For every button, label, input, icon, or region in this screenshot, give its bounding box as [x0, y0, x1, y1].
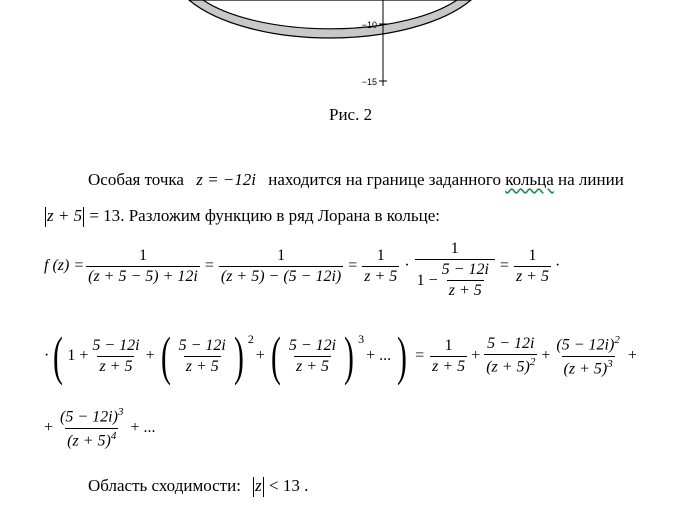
paren-open-t2: ( — [160, 326, 171, 386]
result-term-2-num: 5 − 12i — [487, 335, 535, 353]
fraction-5-den: z + 5 — [515, 267, 549, 285]
paren-close-big: ) — [397, 326, 408, 386]
plus-4: + — [541, 347, 551, 364]
math-abs-arg: z + 5 — [47, 206, 83, 225]
tail-term-num: $(5 - 12i)^3$ — [60, 406, 124, 426]
tick-label-minus10: −10 — [361, 20, 377, 30]
math-z: z — [255, 476, 262, 495]
series-term-1 — [90, 337, 141, 376]
series-term-1-num: 5 − 12i — [92, 336, 140, 354]
paragraph-line-2 — [44, 206, 440, 227]
plus-lead: + — [44, 419, 54, 436]
plus-1: + — [145, 347, 155, 364]
eq-sign-3: = — [499, 257, 509, 274]
math-lt-13: < 13 — [269, 476, 300, 495]
dot-2: · — [554, 257, 561, 274]
fraction-2 — [219, 247, 343, 286]
fraction-2-den: (z + 5) − (5 − 12i) — [220, 267, 342, 285]
series-term-2 — [177, 337, 228, 376]
result-term-3-den: $(z + 5)^3$ — [563, 357, 613, 377]
text-convergence: Область сходимости: — [88, 476, 241, 495]
result-term-1-den: z + 5 — [432, 357, 466, 375]
fraction-5 — [514, 247, 551, 286]
one-plus: 1 + — [67, 347, 89, 364]
text-on-line: на линии — [558, 170, 624, 189]
tick-label-minus15: −15 — [361, 77, 377, 87]
tail-term-den: $(z + 5)^4$ — [67, 429, 117, 449]
fraction-4-num: 1 — [450, 240, 459, 257]
exp-2: 2 — [247, 332, 254, 346]
series-term-3-num: 5 − 12i — [288, 336, 337, 354]
fraction-3 — [362, 247, 399, 286]
result-term-2-den: $(z + 5)^2$ — [486, 356, 536, 376]
tail-ellipsis: + ... — [130, 419, 156, 436]
period: . — [304, 476, 309, 495]
fraction-4-inner — [440, 261, 491, 300]
eq-sign-4: = — [415, 347, 425, 364]
formula-line-2 — [44, 326, 637, 386]
eq-sign-1: = — [204, 257, 214, 274]
figure-caption: Рис. 2 — [329, 105, 373, 124]
fraction-4-inner-den: z + 5 — [448, 282, 482, 299]
fraction-3-den: z + 5 — [364, 267, 398, 285]
series-term-3-den: z + 5 — [295, 357, 329, 375]
formula-line-1 — [44, 240, 560, 310]
result-term-3 — [554, 334, 621, 378]
text-singular-point: Особая точка — [88, 170, 184, 189]
math-point: z = −12i — [196, 170, 256, 189]
paren-close-t2: ) — [233, 326, 244, 386]
abs-bar-right — [83, 207, 84, 227]
math-eq-13: = 13 — [89, 206, 121, 225]
fraction-3-num: 1 — [376, 246, 385, 264]
formula-line-3 — [44, 400, 155, 456]
series-term-1-den: z + 5 — [99, 357, 133, 375]
abs-bar-right-2 — [263, 477, 264, 497]
series-term-2-num: 5 − 12i — [178, 336, 226, 354]
series-term-3 — [287, 337, 338, 376]
dot-lead: · — [44, 347, 50, 364]
result-term-1-num: 1 — [444, 336, 453, 354]
eq-sign-2: = — [348, 257, 358, 274]
exp-3: 3 — [358, 332, 365, 346]
plus-5: + — [627, 347, 637, 364]
fraction-1-den: (z + 5 − 5) + 12i — [88, 267, 198, 285]
result-term-2 — [484, 335, 537, 376]
text-boundary: находится на границе заданного — [268, 170, 501, 189]
dot-1: · — [404, 257, 410, 274]
fraction-5-num: 1 — [528, 246, 537, 264]
conclusion-line — [88, 476, 308, 497]
text-laurent: . Разложим функцию в ряд Лорана в кольце: — [120, 206, 440, 225]
one-minus: 1 − — [416, 271, 438, 289]
fraction-4 — [415, 240, 495, 300]
plus-3: + — [471, 347, 481, 364]
ellipsis-1: + ... — [366, 347, 392, 364]
tail-term — [58, 406, 125, 450]
result-term-1 — [430, 337, 467, 376]
fraction-2-num: 1 — [277, 246, 286, 264]
paren-open-big: ( — [53, 326, 64, 386]
paren-close-t3: ) — [344, 326, 355, 386]
result-term-3-num: $(5 - 12i)^2$ — [556, 334, 620, 354]
annulus-figure — [0, 0, 684, 100]
plus-2: + — [255, 347, 265, 364]
fraction-4-den — [415, 259, 495, 300]
fraction-1 — [86, 247, 200, 286]
abs-bar-left — [45, 207, 46, 227]
series-term-2-den: z + 5 — [185, 357, 219, 375]
paren-open-t3: ( — [270, 326, 281, 386]
paragraph-line-1 — [88, 170, 624, 190]
text-ring-underlined: кольца — [505, 170, 554, 189]
fraction-1-num: 1 — [138, 246, 147, 264]
fraction-4-inner-num: 5 − 12i — [441, 261, 489, 278]
f-of-z: f (z) = — [44, 257, 85, 274]
